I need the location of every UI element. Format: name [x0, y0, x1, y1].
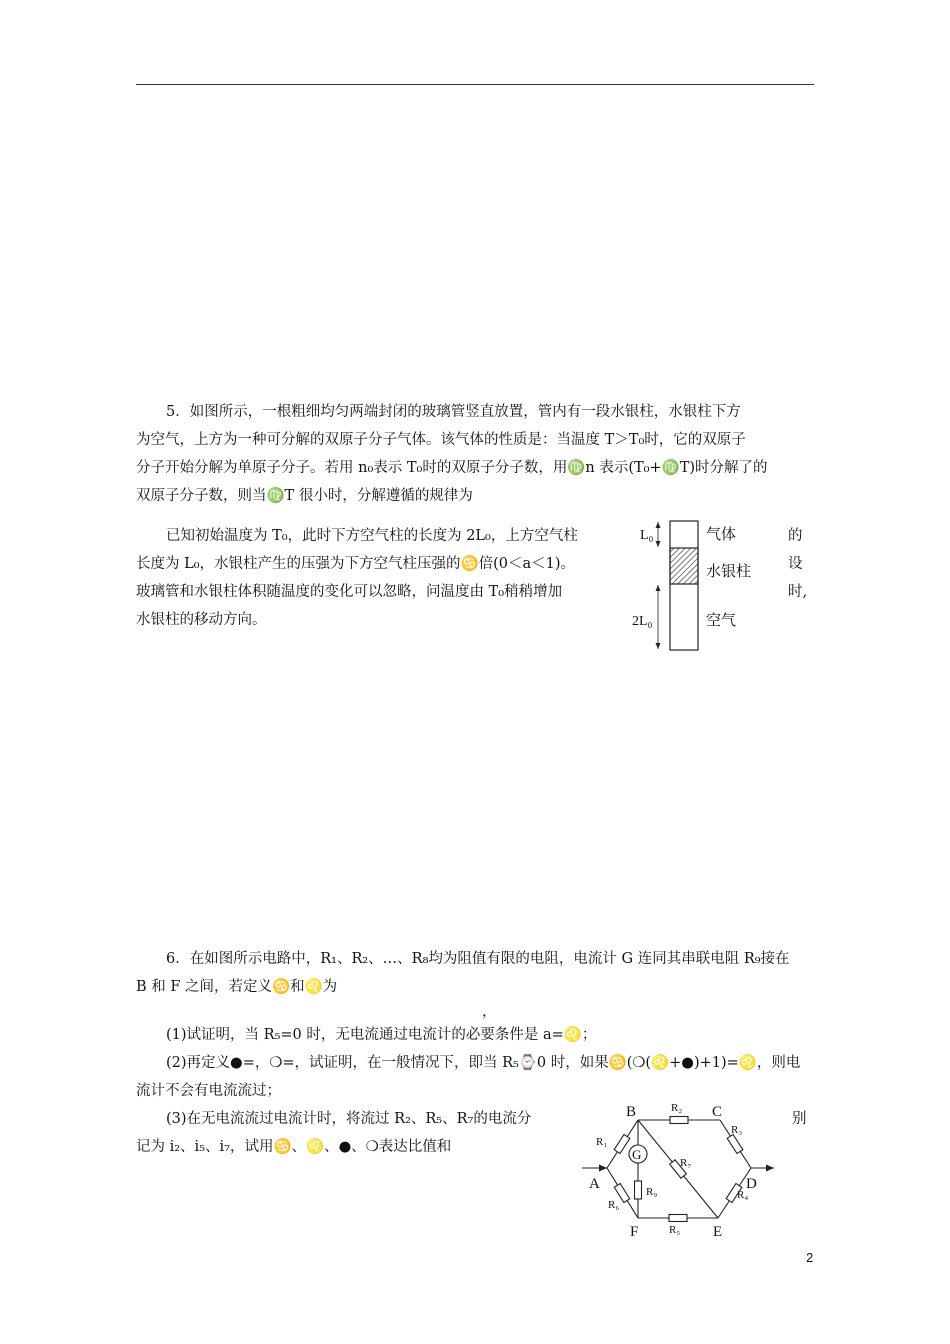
- q5-line3: 分子开始分解为单原子分子。若用 n₀表示 T₀时的双原子分子数，用♍n 表示(T₀+♍T)时分解了的: [136, 460, 768, 476]
- q5-line1: 5．如图所示，一根粗细均匀两端封闭的玻璃管竖直放置，管内有一段水银柱，水银柱下方: [166, 404, 741, 420]
- q6-part3a-tail: 别: [792, 1111, 807, 1127]
- node-d: D: [746, 1176, 757, 1192]
- node-c: C: [712, 1104, 723, 1120]
- q5-para2-line3: 玻璃管和水银柱体积随温度的变化可以忽略，问温度由 T₀稍稍增加: [136, 584, 563, 600]
- q6-part3a: (3)在无电流流过电流计时，将流过 R₂、R₅、R₇的电流分: [166, 1111, 532, 1127]
- q6-line2: B 和 F 之间，若定义♋和♌为: [136, 979, 338, 995]
- node-b: B: [626, 1104, 637, 1120]
- node-f: F: [630, 1224, 639, 1240]
- meter-label: G: [632, 1147, 642, 1162]
- q6-part3b: 记为 i₂、i₅、i₇，试用♋、♌、●、❍表达比值和: [136, 1139, 452, 1155]
- q5-trailing-1: 的: [788, 528, 803, 544]
- label-r5: R₅: [669, 1224, 681, 1236]
- q6-part2a: (2)再定义●=，❍=，试证明，在一般情况下，即当 R₅⌚0 时，如果♋(❍(♌+●)+1)=♌，则电: [166, 1055, 801, 1071]
- resistor-rg: [635, 1181, 642, 1199]
- resistor-r3: [727, 1135, 743, 1154]
- label-mercury: 水银柱: [706, 564, 752, 580]
- label-l0: L₀: [640, 528, 654, 543]
- q6-line1: 6．在如图所示电路中，R₁、R₂、…、R₈均为阻值有限的电阻，电流计 G 连同其串联电阻 R₉接在: [166, 951, 790, 967]
- resistor-r2: [670, 1117, 688, 1124]
- mercury-column: [670, 548, 698, 584]
- resistor-r1: [614, 1135, 630, 1154]
- glass-tube: [670, 521, 698, 650]
- label-r1: R₁: [596, 1136, 608, 1148]
- label-r3: R₃: [731, 1124, 743, 1136]
- q5-trailing-2: 设: [788, 556, 803, 572]
- tube-figure: [630, 518, 795, 658]
- label-r7: R₇: [680, 1157, 692, 1169]
- q5-line4: 双原子分子数，则当♍T 很小时，分解遵循的规律为: [136, 488, 473, 504]
- q6-part1: (1)试证明，当 R₅=0 时，无电流通过电流计的必要条件是 a=♌；: [166, 1027, 597, 1043]
- circuit-diagram: [574, 1096, 784, 1244]
- q6-comma: ，: [482, 1004, 497, 1020]
- q5-para2-line4: 水银柱的移动方向。: [136, 612, 267, 628]
- node-a: A: [589, 1176, 600, 1192]
- label-2l0: 2L₀: [632, 614, 653, 629]
- q5-para2-line2: 长度为 L₀，水银柱产生的压强为下方空气柱压强的♋倍(0＜a＜1)。: [136, 556, 576, 572]
- q5-para2-line1: 已知初始温度为 T₀，此时下方空气柱的长度为 2L₀，上方空气柱: [166, 528, 578, 544]
- q5-trailing-3: 时,: [788, 584, 808, 600]
- q6-part2b: 流计不会有电流流过；: [136, 1083, 281, 1099]
- label-r2: R₂: [671, 1102, 683, 1114]
- label-rg: R₉: [646, 1186, 658, 1198]
- page-number: 2: [806, 1250, 814, 1265]
- label-r6: R₆: [608, 1199, 620, 1211]
- resistor-r5: [669, 1215, 687, 1222]
- label-air: 空气: [706, 613, 737, 629]
- q5-line2: 为空气，上方为一种可分解的双原子分子气体。该气体的性质是：当温度 T＞T₀时，它的双原子: [136, 432, 746, 448]
- node-e: E: [713, 1224, 723, 1240]
- label-gas: 气体: [706, 527, 737, 543]
- header-rule: [136, 84, 814, 85]
- label-r4: R₄: [737, 1189, 749, 1201]
